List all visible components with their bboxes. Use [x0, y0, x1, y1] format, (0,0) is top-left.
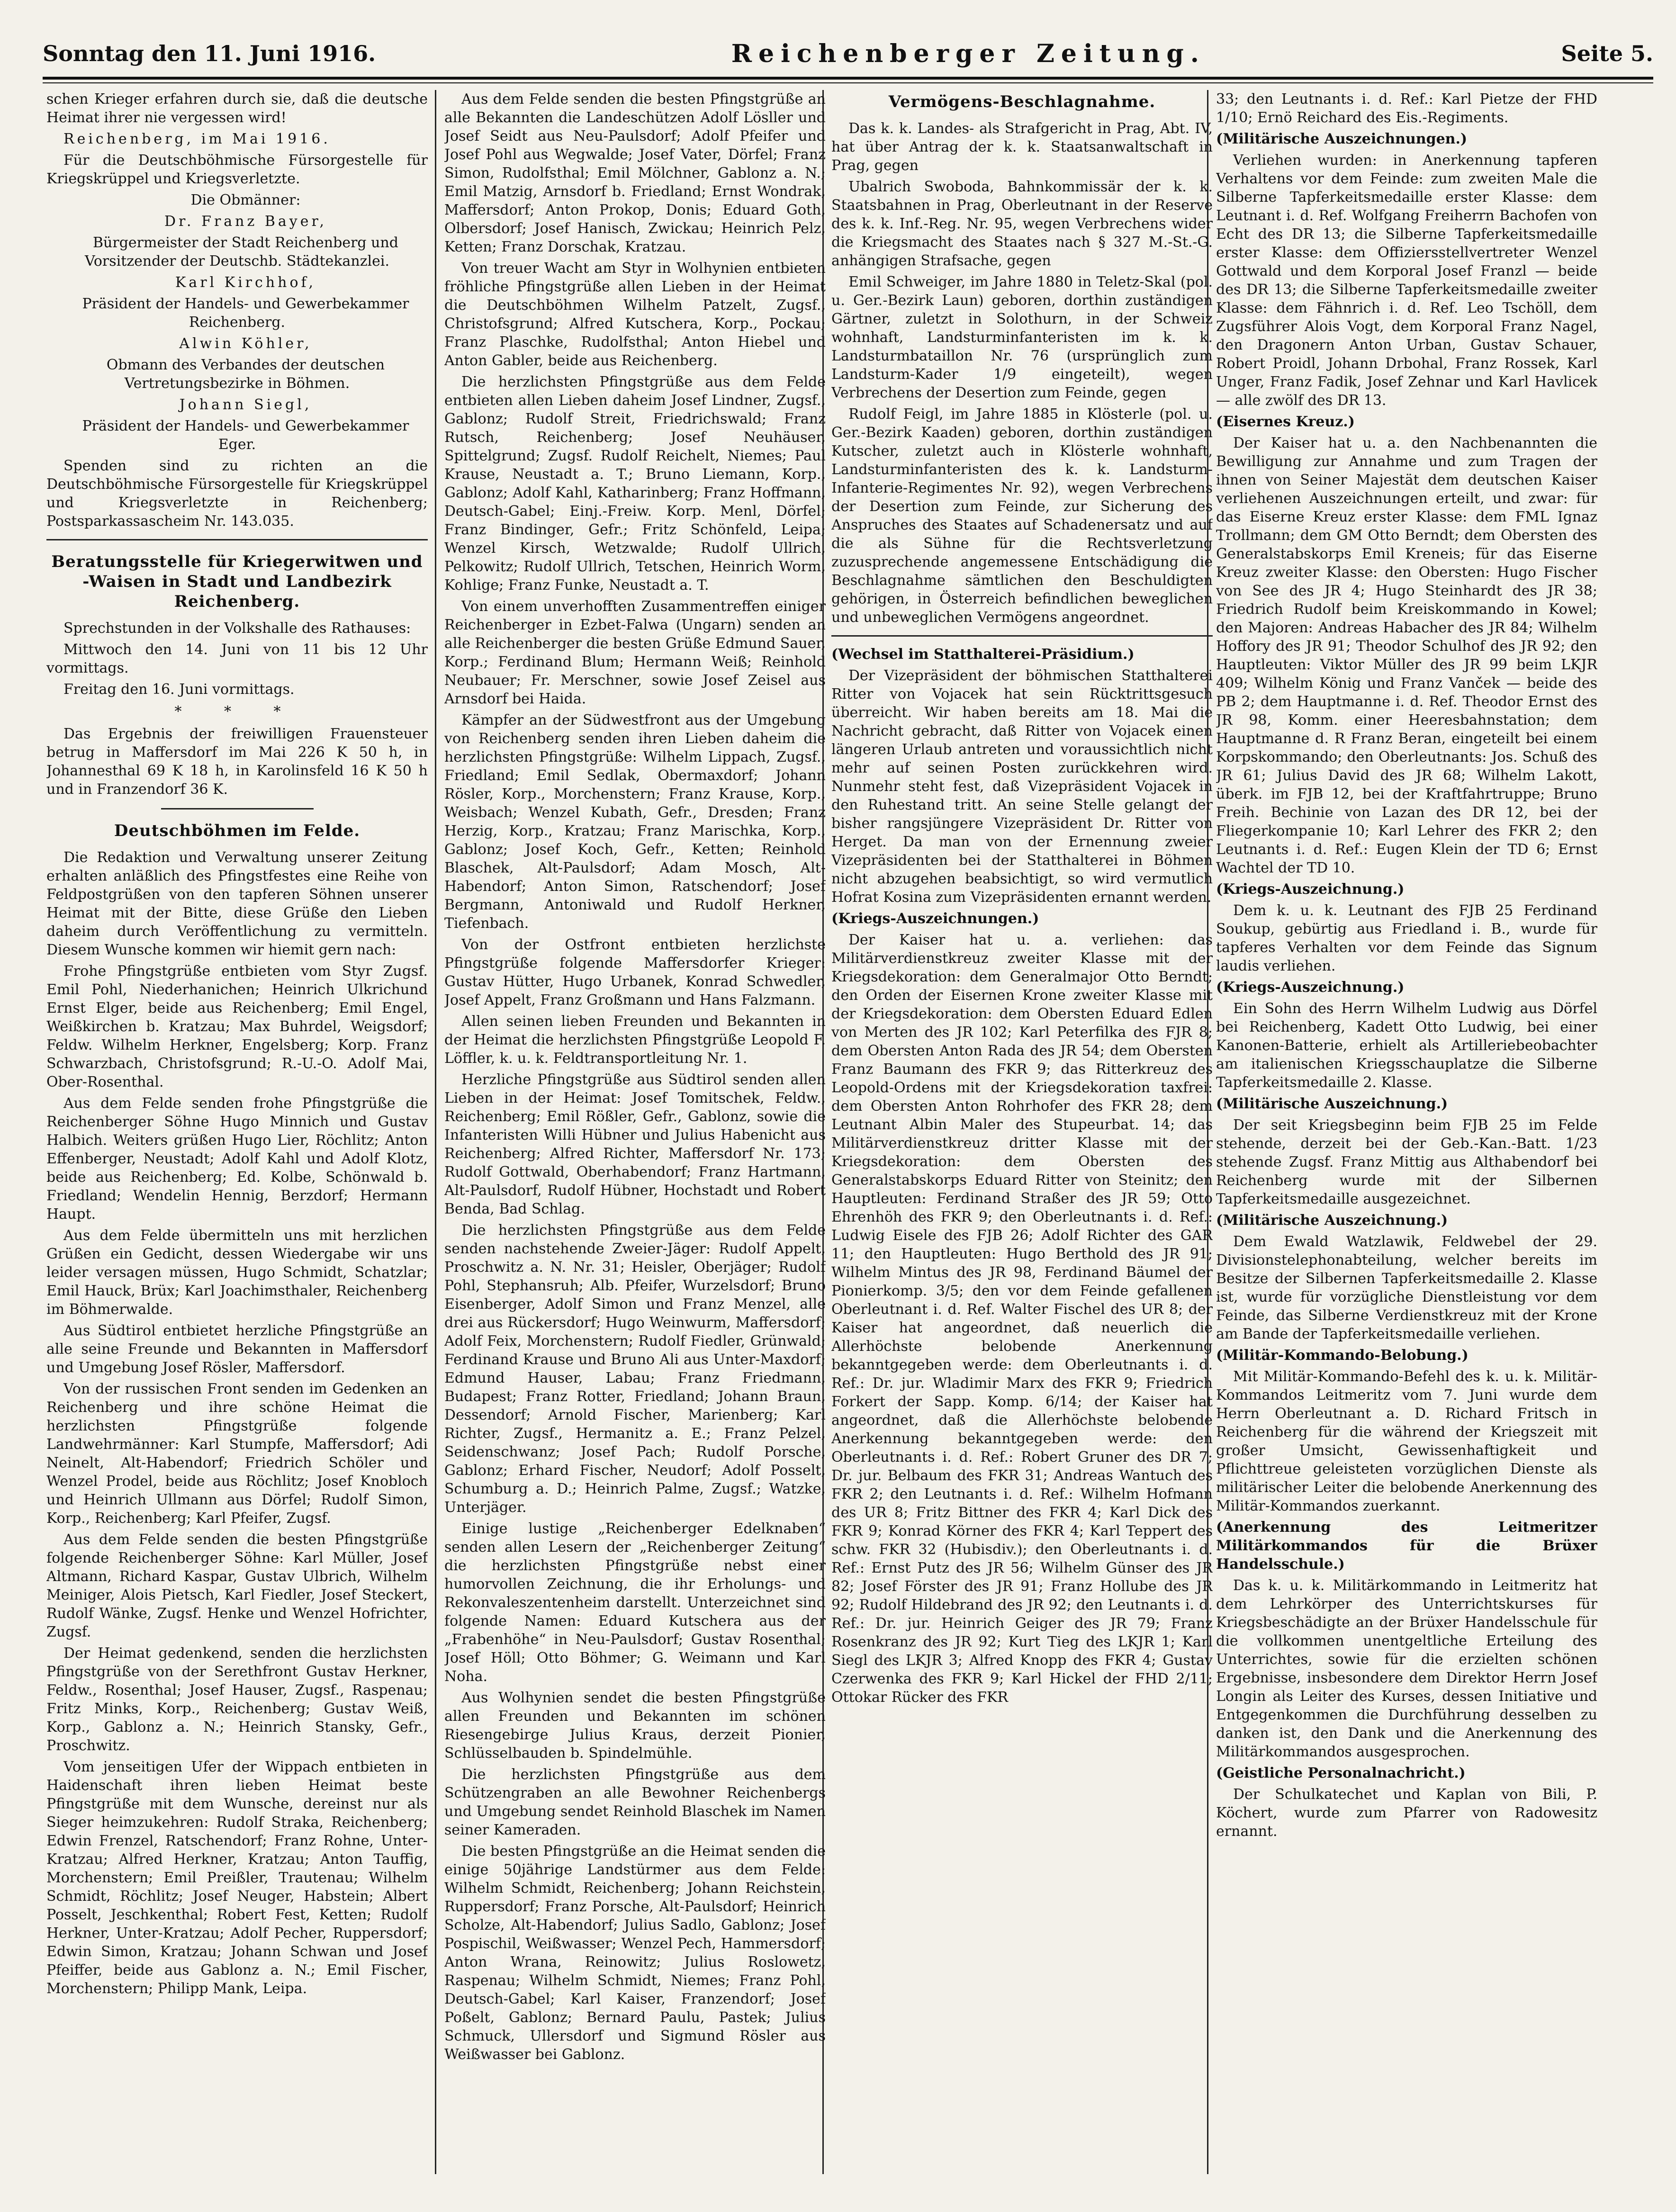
paragraph: Emil Schweiger, im Jahre 1880 in Teletz-Skal (pol. u. Ger.-Bezirk Laun) geboren, dorthin zuständigen Gärtner, zuletzt in Solothurn, in der Schweiz wohnhaft, Landsturminfanteristen im k. k. Landsturmbataillon Nr. 76 (ursprünglich zum Landsturm-Kader 1/9 eingeteilt), wegen Verbrechens der Desertion zum Feinde, gegen — [831, 274, 1213, 401]
separator — [161, 808, 314, 809]
news-item-heading: (Kriegs-Auszeichnung.) — [1216, 881, 1405, 898]
paragraph: Der Kaiser hat u. a. verliehen: das Militärverdienstkreuz zweiter Klasse mit der Kriegsdekoration: dem Generalmajor Otto Berndt; den Orden der Eisernen Krone zweiter Klasse mit der Kriegsdekoration: dem Obersten Eduard Edlen von Merten des JR 102; Karl Peterfilka des FJR 8; dem Obersten Anton Rada des JR 54; dem Obersten Franz Baumann des FKR 9; das Ritterkreuz des Leopold-Ordens mit der Kriegsdekoration taxfrei: dem Obersten Anton Rohrhofer des FKR 28; dem Leutnant Albin Maler des Stupeurbat. 14; das Militärverdienstkreuz dritter Klasse mit der Kriegsdekoration: dem Obersten des Generalstabskorps Eduard Ritter von Steinitz; den Hauptleuten: Ferdinand Straßer des JR 59; Otto Ehrenhöh des FKR 9; den Oberleutnants i. d. Ref.: Ludwig Eisele des FJB 26; Adolf Richter des GAR 11; den Hauptleuten: Hugo Berthold des JR 91; Wilhelm Mintus des JR 98, Ferdinand Bäumel der Pionierkomp. 3/5; den vor dem Feinde gefallenen Oberleutnant i. d. Ref. Walter Fischel des UR 8; der Kaiser hat angeordnet, daß neuerlich die Allerhöchste belobende Anerkennung bekanntgegeben werde: dem Oberleutnants i. d. Ref.: Dr. jur. Wladimir Marx des FKR 9; Friedrich Forkert der Sapp. Komp. 6/14; der Kaiser hat angeordnet, daß die Allerhöchste belobende Anerkennung bekanntgegeben werde: den Oberleutnants i. d. Ref.: Robert Gruner des DR 7; Dr. jur. Belbaum des FKR 31; Andreas Wantuch des FKR 2; den Leutnants i. d. Ref.: Wilhelm Hofmann des UR 8; Fritz Bittner des FKR 4; Karl Dick des FKR 9; Konrad Körner des FKR 4; Karl Teppert des schw. FKR 32 (Hubisdiv.); den Oberleutnants i. d. Ref.: Ernst Putz des JR 56; Wilhelm Günser des JR 82; Josef Förster des JR 91; Franz Hollube des JR 92; Rudolf Hildebrand des JR 92; den Leutnants i. d. Ref.: Dr. jur. Heinrich Geiger des JR 79; Franz Rosenkranz des JR 92; Kurt Tieg des LKJR 1; Karl Siegl des LKJR 3; Alfred Knopp des FKR 4; Gustav Czerwenka des FKR 9; Karl Hickel der FHD 2/11; Ottokar Rücker des FKR — [831, 932, 1213, 1706]
section-heading: Beratungsstelle für Kriegerwitwen und -Waisen in Stadt und Landbezirk Reichenberg. — [51, 552, 423, 611]
column-2 — [444, 90, 826, 2174]
paragraph: Aus dem Felde senden frohe Pfingstgrüße die Reichenberger Söhne Hugo Minnich und Gustav Halbich. Weiters grüßen Hugo Lier, Röchlitz; Anton Effenberger, Neustadt; Adolf Kahl und Adolf Klotz, beide aus Reichenberg; Ed. Kolbe, Schönwald b. Friedland; Wendelin Hennig, Berzdorf; Hermann Haupt. — [46, 1095, 428, 1223]
paragraph: schen Krieger erfahren durch sie, daß die deutsche Heimat ihrer nie vergessen wird! — [46, 91, 428, 126]
column-4 — [1216, 90, 1597, 2174]
paragraph: Das k. u. k. Militärkommando in Leitmeritz hat dem Lehrkörper des Unterrichtskurses für Kriegsbeschädigte an der Brüxer Handelsschule für die vollkommen unentgeltliche Erteilung des Unterrichtes, sowie für die erzielten schönen Ergebnisse, insbesondere dem Direktor Herrn Josef Longin als Leiter des Kurses, dessen Initiative und Entgegenkommen die Durchführung desselben zu danken ist, den Dank und die Anerkennung des Militärkommandos ausgesprochen. — [1216, 1577, 1597, 1760]
newspaper-title: Reichenberger Zeitung. — [731, 39, 1206, 68]
paragraph: Die Redaktion und Verwaltung unserer Zeitung erhalten anläßlich des Pfingstfestes eine Reihe von Feldpostgrüßen von den tapferen Söhnen unserer Heimat mit der Bitte, diese Grüße den Lieben daheim durch Veröffentlichung zu vermitteln. Diesem Wunsche kommen wir hiemit gern nach: — [46, 849, 428, 958]
paragraph: Aus Wolhynien sendet die besten Pfingstgrüße allen Freunden und Bekannten im schönen Riesengebirge Julius Kraus, derzeit Pionier, Schlüsselbauden b. Spindelmühle. — [444, 1690, 826, 1762]
paragraph: Kämpfer an der Südwestfront aus der Umgebung von Reichenberg senden ihren Lieben daheim die herzlichsten Pfingstgrüße: Wilhelm Lippach, Zugsf., Friedland; Emil Sedlak, Obermaxdorf; Johann Rösler, Korp., Morchenstern; Franz Krause, Korp., Weisbach; Wenzel Kubath, Gefr., Dresden; Franz Herzig, Korp., Kratzau; Franz Marischka, Korp., Gablonz; Josef Koch, Gefr., Ketten; Reinhold Blaschek, Alt-Paulsdorf; Adam Mosch, Alt-Habendorf; Anton Simon, Ratschendorf; Josef Bergmann, Antoniwald und Rudolf Herkner, Tiefenbach. — [444, 712, 826, 932]
paragraph: Der Heimat gedenkend, senden die herzlichsten Pfingstgrüße von der Serethfront Gustav Herkner, Feldw., Rosenthal; Josef Hauser, Zugsf., Raspenau; Fritz Minks, Korp., Reichenberg; Gustav Weiß, Korp., Gablonz a. N.; Heinrich Stansky, Gefr., Proschwitz. — [46, 1645, 428, 1754]
paragraph: Mittwoch den 14. Juni von 11 bis 12 Uhr vormittags. — [46, 641, 428, 676]
paragraph: Frohe Pfingstgrüße entbieten vom Styr Zugsf. Emil Pohl, Niederhanichen; Heinrich Ulkrichund Ernst Elger, beide aus Reichenberg; Emil Engel, Weißkirchen b. Kratzau; Max Buhrdel, Weigsdorf; Feldw. Wilhelm Herkner, Engelsberg; Korp. Franz Schwarzbach, Christofsgrund; R.-U.-O. Adolf Mai, Ober-Rosenthal. — [46, 963, 428, 1090]
issue-date: Sonntag den 11. Juni 1916. — [43, 41, 376, 66]
news-item-heading: (Militär-Kommando-Belobung.) — [1216, 1347, 1469, 1364]
news-item-heading: (Geistliche Personalnachricht.) — [1216, 1765, 1466, 1781]
paragraph: Die besten Pfingstgrüße an die Heimat senden die einige 50jährige Landstürmer aus dem Felde: Wilhelm Schmidt, Reichenberg; Johann Reichstein, Ruppersdorf; Franz Porsche, Alt-Paulsdorf; Heinrich Scholze, Alt-Habendorf; Julius Sadlo, Gablonz; Josef Pospischil, Weißwasser; Wenzel Pech, Hammersdorf; Anton Wrana, Reinowitz; Julius Roslowetz, Raspenau; Wilhelm Schmidt, Niemes; Franz Pohl, Deutsch-Gabel; Karl Kaiser, Franzendorf; Josef Poßelt, Gablonz; Bernard Paulu, Pastek; Julius Schmuck, Ullersdorf und Sigmund Rösler aus Weißwasser bei Gablonz. — [444, 1843, 826, 2063]
header-rule-thin — [43, 82, 1653, 83]
paragraph: Von der Ostfront entbieten herzlichste Pfingstgrüße folgende Maffersdorfer Krieger: Gustav Hütter, Hugo Urbanek, Konrad Schwedler, Josef Appelt, Franz Großmann und Hans Falzmann. — [444, 936, 826, 1008]
masthead — [43, 37, 1653, 70]
paragraph: Mit Militär-Kommando-Befehl des k. u. k. Militär-Kommandos Leitmeritz vom 7. Juni wurde dem Herrn Oberleutnant a. D. Richard Fritsch in Reichenberg für die während der Kriegszeit mit großer Umsicht, Gewissenhaftigkeit und Pflichttreue geleisteten vorzüglichen Dienste als militärischer Leiter die belobende Anerkennung des Militär-Kommandos zuerkannt. — [1216, 1368, 1597, 1514]
paragraph: Von treuer Wacht am Styr in Wolhynien entbieten fröhliche Pfingstgrüße allen Lieben in der Heimat die Deutschböhmen Wilhelm Patzelt, Zugsf., Christofsgrund; Alfred Kutschera, Korp., Pockau; Franz Plaschke, Rudolfsthal; Anton Hiebel und Anton Gabler, beide aus Reichenberg. — [444, 260, 826, 369]
paragraph: Freitag den 16. Juni vormittags. — [63, 681, 295, 698]
star-divider: * * * — [174, 703, 300, 720]
paragraph: Für die Deutschböhmische Fürsorgestelle für Kriegskrüppel und Kriegsverletzte. — [46, 152, 428, 187]
place-date: Reichenberg, im Mai 1916. — [63, 131, 331, 147]
column-1 — [46, 90, 428, 2174]
news-item-heading: (Wechsel im Statthalterei-Präsidium.) — [831, 646, 1135, 663]
paragraph: Aus dem Felde senden die besten Pfingstgrüße folgende Reichenberger Söhne: Karl Müller, Josef Altmann, Richard Kaspar, Gustav Ulbrich, Wilhelm Meiniger, Alois Pietsch, Karl Fiedler, Josef Steckert, Rudolf Wänke, Zugsf. Henke und Wenzel Hofrichter, Zugsf. — [46, 1531, 428, 1640]
paragraph: Allen seinen lieben Freunden und Bekannten in der Heimat die herzlichsten Pfingstgrüße Leopold F. Löffler, k. u. k. Feldtransportleitung Nr. 1. — [444, 1013, 826, 1067]
news-item-heading: (Eisernes Kreuz.) — [1216, 414, 1355, 430]
paragraph: Die herzlichsten Pfingstgrüße aus dem Felde entbieten allen Lieben daheim Josef Lindner, Zugsf., Gablonz; Rudolf Streit, Friedrichswald; Franz Rutsch, Reichenberg; Josef Neuhäuser, Spittelgrund; Zugsf. Rudolf Reichelt, Niemes; Paul Krause, Neustadt a. T.; Bruno Liemann, Korp., Gablonz; Adolf Kahl, Katharinberg; Franz Hoffmann, Deutsch-Gabel; Einj.-Freiw. Korp. Menl, Dörfel; Franz Bindinger, Gefr.; Fritz Schönfeld, Leipa; Wenzel Kirsch, Wetzwalde; Rudolf Ullrich, Pelkowitz; Rudolf Ullrich, Tetschen, Heinrich Worm, Kohlige; Franz Funke, Neustadt a. T. — [444, 374, 826, 593]
paragraph: Die herzlichsten Pfingstgrüße aus dem Felde senden nachstehende Zweier-Jäger: Rudolf Appelt, Proschwitz a. N. Nr. 31; Heisler, Oberjäger; Rudolf Pohl, Stephansruh; Alb. Pfeifer, Wurzelsdorf; Bruno Eisenberger, Adolf Simon und Franz Menzel, alle drei aus Rückersdorf; Hugo Weinwurm, Maffersdorf; Adolf Feix, Morchenstern; Rudolf Fiedler, Grünwald; Ferdinand Krause und Bruno Ali aus Unter-Maxdorf; Edmund Hauser, Labau; Franz Friedmann, Budapest; Franz Rotter, Friedland; Johann Braun, Dessendorf; Arnold Fischer, Marienberg; Karl Richter, Zugsf., Hermanitz a. E.; Franz Pelzel, Seidenschwanz; Josef Pach; Rudolf Porsche, Gablonz; Erhard Fischer, Neudorf; Adolf Posselt, Schumburg a. D.; Heinrich Palme, Zugsf.; Watzke, Unterjäger. — [444, 1222, 826, 1516]
paragraph: Aus dem Felde übermitteln uns mit herzlichen Grüßen ein Gedicht, dessen Wiedergabe wir uns leider versagen müssen, Hugo Schmidt, Schatzlar; Emil Hauck, Brüx; Karl Joachimsthaler, Reichenberg im Böhmerwalde. — [46, 1227, 428, 1318]
signatory-name: Dr. Franz Bayer, — [164, 213, 327, 230]
paragraph: Der Schulkatechet und Kaplan von Bili, P. Köchert, wurde zum Pfarrer von Radowesitz ernannt. — [1216, 1786, 1597, 1840]
header-rule — [43, 77, 1653, 80]
paragraph: Aus Südtirol entbietet herzliche Pfingstgrüße an alle seine Freunde und Bekannten in Maffersdorf und Umgebung Josef Rösler, Maffersdorf. — [46, 1322, 428, 1376]
news-item-heading: (Kriegs-Auszeichnung.) — [1216, 979, 1405, 996]
signatory-name: Johann Siegl, — [179, 396, 312, 413]
signatory-title: Bürgermeister der Stadt Reichenberg und Vorsitzender der Deutschb. Städtekanzlei. — [84, 234, 399, 270]
news-item-heading: (Militärische Auszeichnungen.) — [1216, 131, 1468, 147]
section-heading: Deutschböhmen im Felde. — [114, 821, 360, 840]
paragraph: Das k. k. Landes- als Strafgericht in Prag, Abt. IV, hat über Antrag der k. k. Staatsanwaltschaft in Prag, gegen — [831, 120, 1213, 174]
news-item-heading: (Kriegs-Auszeichnungen.) — [831, 910, 1039, 927]
paragraph: Dem Ewald Watzlawik, Feldwebel der 29. Divisionstelephonabteilung, welcher bereits im Besitze der Silbernen Tapferkeitsmedaille 2. Klasse ist, wurde für vorzügliche Dienstleistung vor dem Feinde, das Silberne Verdienstkreuz mit der Krone am Bande der Tapferkeitsmedaille verliehen. — [1216, 1233, 1597, 1342]
paragraph: 33; den Leutnants i. d. Ref.: Karl Pietze der FHD 1/10; Ernö Reichard des Eis.-Regiments. — [1216, 91, 1597, 126]
paragraph: Von der russischen Front senden im Gedenken an Reichenberg und ihre schöne Heimat die herzlichsten Pfingstgrüße folgende Landwehrmänner: Karl Stumpfe, Maffersdorf; Adi Neinelt, Alt-Habendorf; Friedrich Schöler und Wenzel Prodel, beide aus Röchlitz; Josef Knobloch und Heinrich Ullmann aus Dörfel; Rudolf Simon, Korp., Reichenberg; Karl Pfeifer, Zugsf. — [46, 1381, 428, 1527]
paragraph: Einige lustige „Reichenberger Edelknaben“ senden allen Lesern der „Reichenberger Zeitung“ die herzlichsten Pfingstgrüße nebst einer humorvollen Zeichnung, die ihr Erholungs- und Rekonvaleszentenheim darstellt. Unterzeichnet sind folgende Namen: Eduard Kutschera aus der „Frabenhöhe“ in Neu-Paulsdorf; Gustav Rosenthal; Josef Höll; Otto Böhmer; G. Weimann und Karl Noha. — [444, 1520, 826, 1685]
column-divider — [435, 90, 436, 2174]
paragraph: Spenden sind zu richten an die Deutschböhmische Fürsorgestelle für Kriegskrüppel und Kriegsverletzte in Reichenberg; Postsparkassascheim Nr. 143.035. — [46, 458, 428, 530]
separator — [46, 539, 428, 540]
signatories-label: Die Obmänner: — [190, 192, 301, 208]
news-item-heading: (Militärische Auszeichnung.) — [1216, 1096, 1448, 1112]
signatory-title: Präsident der Handels- und Gewerbekammer Eger. — [82, 418, 409, 453]
paragraph: Der Vizepräsident der böhmischen Statthalterei Ritter von Vojacek hat sein Rücktrittsgesuch überreicht. Wir haben bereits am 18. Mai die Nachricht gebracht, daß Ritter von Vojacek einen längeren Urlaub antreten und voraussichtlich nicht mehr auf seinen Posten zurückkehren wird. Nunmehr steht fest, daß Vizepräsident Vojacek in den Ruhestand tritt. An seine Stelle gelangt der bisher rangsjüngere Vizepräsident Dr. Ritter von Herget. Da man von der Ernennung zweier Vizepräsidenten bei der Statthalterei in Böhmen nicht abzugehen beabsichtigt, so wird vermutlich Hofrat Kosina zum Vizepräsidenten ernannt werden. — [831, 667, 1213, 906]
news-item-heading: (Anerkennung des Leitmeritzer Militärkommandos für die Brüxer Handelsschule.) — [1216, 1519, 1597, 1573]
paragraph: Das Ergebnis der freiwilligen Frauensteuer betrug in Maffersdorf im Mai 226 K 50 h, in Johannesthal 69 K 18 h, in Karolinsfeld 16 K 50 h und in Franzendorf 36 K. — [46, 726, 428, 798]
paragraph: Rudolf Feigl, im Jahre 1885 in Klösterle (pol. u. Ger.-Bezirk Kaaden) geboren, dorthin zuständigen Kutscher, zuletzt auch in Klösterle wohnhaft, Landsturminfanteristen des k. k. Landsturm-Infanterie-Regimentes Nr. 92), wegen Verbrechens der Desertion zum Feinde, zur Sicherung des Anspruches des Staates auf Schadenersatz und auf die als Sühne für die Rechtsverletzung zuzusprechende angemessene Entschädigung die Beschlagnahme sämtlichen den Beschuldigten gehörigen, in Österreich befindlichen beweglichen und unbeweglichen Vermögens angeordnet. — [831, 406, 1213, 626]
paragraph: Dem k. u. k. Leutnant des FJB 25 Ferdinand Soukup, gebürtig aus Friedland i. B., wurde für tapferes Verhalten vor dem Feinde das Signum laudis verliehen. — [1216, 902, 1597, 974]
paragraph: Die herzlichsten Pfingstgrüße aus dem Schützengraben an alle Bewohner Reichenbergs und Umgebung sendet Reinhold Blaschek im Namen seiner Kameraden. — [444, 1766, 826, 1838]
paragraph: Der Kaiser hat u. a. den Nachbenannten die Bewilligung zur Annahme und zum Tragen der ihnen von Seiner Majestät dem deutschen Kaiser verliehenen Auszeichnungen erteilt, und zwar: für das Eiserne Kreuz erster Klasse: dem FML Ignaz Trollmann; dem GM Otto Berndt; dem Obersten des Generalstabskorps Emil Kreneis; für das Eiserne Kreuz zweiter Klasse: den Obersten: Hugo Fischer von See des JR 4; Hugo Steinhardt des JR 38; Friedrich Rudolf beim Kreiskommando in Kowel; den Majoren: Andreas Habacher des JR 84; Wilhelm Hoffory des JR 91; Theodor Schulhof des JR 92; den Hauptleuten: Viktor Müller des JR 99 beim LKJR 409; Wilhelm König und Franz Vanček — beide des PB 2; dem Hauptmanne i. d. Ref. Theodor Ernst des JR 98, Komm. einer Heeresbahnstation; dem Hauptmanne d. R Franz Beran, eingeteilt bei einem Korpskommando; den Oberleutnants: Jos. Schuß des JR 61; Julius David des JR 68; Wilhelm Lakott, überk. im FJB 12, bei der Kraftfahrtruppe; Bruno Freih. Bechinie von Lazan des DR 12, bei der Fliegerkompanie 10; Karl Lehrer des FKR 2; den Leutnants i. d. Ref.: Eugen Klein der TD 6; Ernst Wachtel der TD 10. — [1216, 435, 1597, 876]
separator — [831, 635, 1213, 637]
paragraph: Ubalrich Swoboda, Bahnkommissär der k. k. Staatsbahnen in Prag, Oberleutnant in der Reserve des k. k. Inf.-Reg. Nr. 95, wegen Verbrechens wider die Kriegsmacht des Staates nach § 327 M.-St.-G. anhängigen Strafsache, gegen — [831, 179, 1213, 269]
paragraph: Aus dem Felde senden die besten Pfingstgrüße an alle Bekannten die Landeschützen Adolf Lösller und Josef Seidt aus Neu-Paulsdorf; Adolf Pfeifer und Josef Pohl aus Wegwalde; Josef Vater, Dörfel; Franz Simon, Rudolfsthal; Emil Mölchner, Gablonz a. N.; Emil Matzig, Arnsdorf b. Friedland; Ernst Wondrak, Maffersdorf; Anton Prokop, Donis; Eduard Goth, Olbersdorf; Josef Hanisch, Zwickau; Heinrich Pelz, Ketten; Franz Dorschak, Kratzau. — [444, 91, 826, 255]
paragraph: Sprechstunden in der Volkshalle des Rathauses: — [63, 620, 411, 637]
signatory-title: Präsident der Handels- und Gewerbekammer Reichenberg. — [82, 296, 409, 331]
paragraph: Ein Sohn des Herrn Wilhelm Ludwig aus Dörfel bei Reichenberg, Kadett Otto Ludwig, bei einer Kanonen-Batterie, erhielt als Artilleriebeobachter am italienischen Kriegsschauplatze die Silberne Tapferkeitsmedaille 2. Klasse. — [1216, 1000, 1597, 1091]
paragraph: Der seit Kriegsbeginn beim FJB 25 im Felde stehende, derzeit bei der Geb.-Kan.-Batt. 1/23 stehende Zugsf. Franz Mittig aus Althabendorf bei Reichenberg wurde mit der Silbernen Tapferkeitsmedaille ausgezeichnet. — [1216, 1117, 1597, 1207]
signatory-title: Obmann des Verbandes der deutschen Vertretungsbezirke in Böhmen. — [106, 357, 385, 392]
paragraph: Von einem unverhofften Zusammentreffen einiger Reichenberger in Ezbet-Falwa (Ungarn) senden an alle Reichenberger die besten Grüße Edmund Sauer, Korp.; Ferdinand Blum; Hermann Weiß; Reinhold Neubauer; Fr. Merschner, sowie Josef Zeisel aus Arnsdorf bei Haida. — [444, 598, 826, 707]
signatory-name: Alwin Köhler, — [179, 335, 312, 352]
signatory-name: Karl Kirchhof, — [175, 274, 316, 291]
paragraph: Verliehen wurden: in Anerkennung tapferen Verhaltens vor dem Feinde: zum zweiten Male die Silberne Tapferkeitsmedaille erster Klasse: dem Leutnant i. d. Ref. Wolfgang Freiherrn Bachofen von Echt des DR 13; die Silberne Tapferkeitsmedaille erster Klasse: dem Offiziersstellvertreter Wenzel Gottwald und dem Korporal Josef Franzl — beide des DR 13; die Silberne Tapferkeitsmedaille zweiter Klasse: dem Fähnrich i. d. Ref. Leo Tschöll, dem Zugsführer Alois Vogt, dem Korporal Franz Nagel, den Dragonern Anton Urban, Gustav Schauer, Robert Proidl, Johann Drbohal, Franz Rossek, Karl Unger, Franz Fadik, Josef Zehnar und Karl Havlicek — alle zwölf des DR 13. — [1216, 152, 1597, 409]
paragraph: Vom jenseitigen Ufer der Wippach entbieten in Haidenschaft ihren lieben Heimat beste Pfingstgrüße mit dem Wunsche, dereinst nur als Sieger heimzukehren: Rudolf Straka, Reichenberg; Edwin Frenzel, Ratschendorf; Franz Rohne, Unter-Kratzau; Alfred Herkner, Kratzau; Anton Tauffig, Morchenstern; Emil Preißler, Trautenau; Wilhelm Schmidt, Röchlitz; Josef Neuger, Habstein; Albert Posselt, Jeschkenthal; Robert Fest, Ketten; Rudolf Herkner, Unter-Kratzau; Adolf Pecher, Ruppersdorf; Edwin Simon, Kratzau; Johann Schwan und Josef Pfeiffer, beide aus Gablonz a. N.; Emil Fischer, Morchenstern; Philipp Mank, Leipa. — [46, 1759, 428, 1997]
paragraph: Herzliche Pfingstgrüße aus Südtirol senden allen Lieben in der Heimat: Josef Tomitschek, Feldw., Reichenberg; Emil Rößler, Gefr., Gablonz, sowie die Infanteristen Willi Hübner und Julius Habenicht aus Reichenberg; Alfred Richter, Maffersdorf Nr. 173; Rudolf Gottwald, Oberhabendorf; Franz Hartmann, Alt-Paulsdorf, Rudolf Hübner, Hochstadt und Robert Benda, Bad Schlag. — [444, 1071, 826, 1217]
page-number: Seite 5. — [1561, 41, 1653, 66]
news-item-heading: (Militärische Auszeichnung.) — [1216, 1212, 1448, 1229]
column-3 — [831, 90, 1213, 2174]
section-heading: Vermögens-Beschlagnahme. — [888, 92, 1156, 111]
